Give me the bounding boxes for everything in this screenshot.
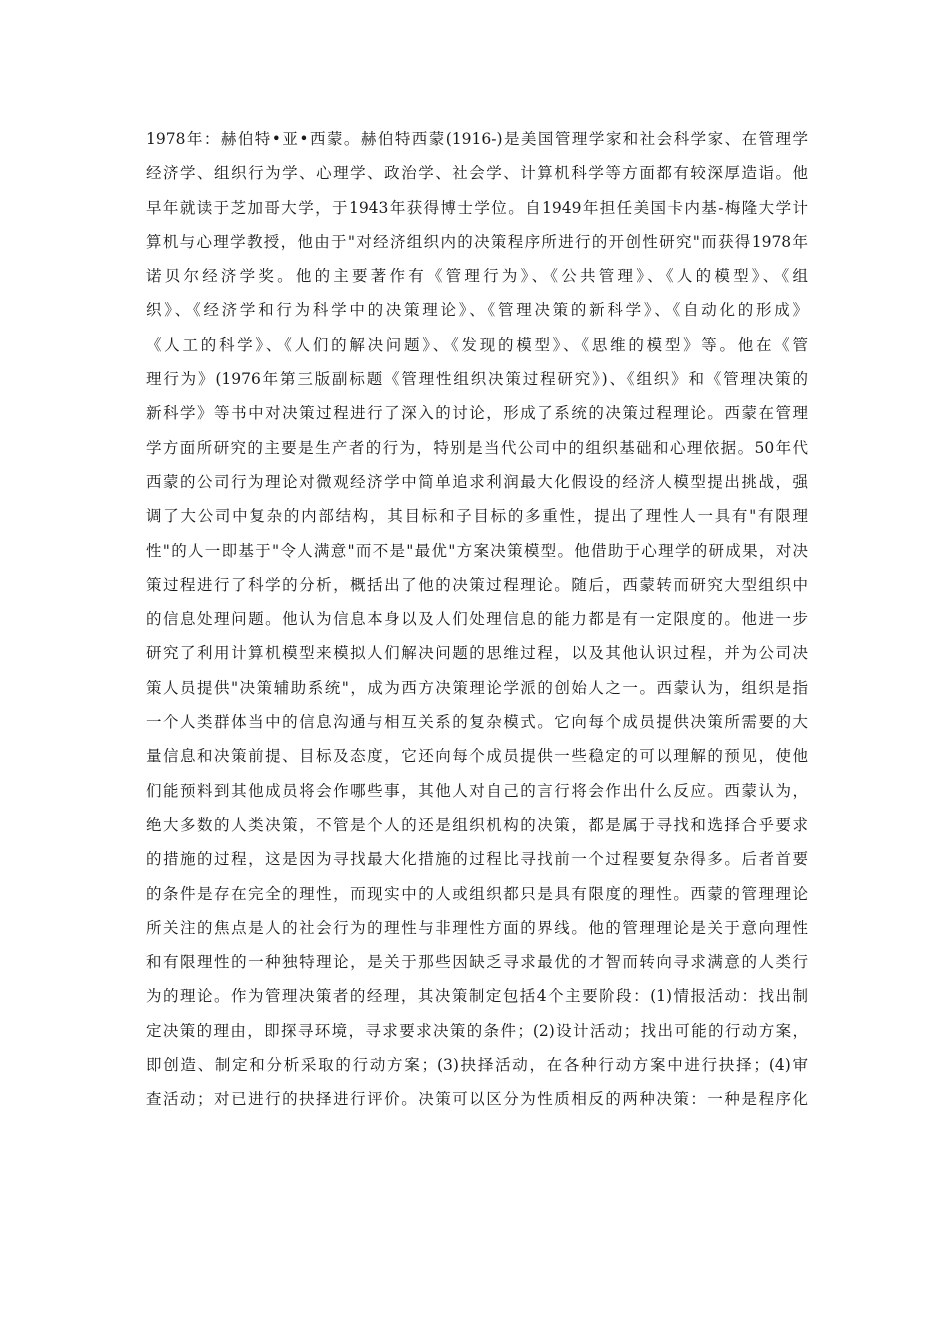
text-line: 即创造、制定和分析采取的行动方案；(3)抉择活动，在各种行动方案中进行抉择；(4)审 bbox=[146, 1056, 808, 1075]
text-line: 的措施的过程，这是因为寻找最大化措施的过程比寻找前一个过程要复杂得多。后者首要 bbox=[146, 850, 808, 869]
text-line: 和有限理性的一种独特理论，是关于那些因缺乏寻求最优的才智而转向寻求满意的人类行 bbox=[146, 953, 808, 972]
text-line: 算机与心理学教授，他由于"对经济组织内的决策程序所进行的开创性研究"而获得1978年 bbox=[146, 232, 808, 251]
text-line: 调了大公司中复杂的内部结构，其目标和子目标的多重性，提出了理性人一具有"有限理 bbox=[146, 507, 808, 526]
text-line: 学方面所研究的主要是生产者的行为，特别是当代公司中的组织基础和心理依据。50年代 bbox=[146, 438, 808, 457]
text-line: 西蒙的公司行为理论对微观经济学中简单追求利润最大化假设的经济人模型提出挑战，强 bbox=[146, 472, 808, 491]
text-line: 的条件是存在完全的理性，而现实中的人或组织都只是具有限度的理性。西蒙的管理理论 bbox=[146, 884, 808, 903]
text-line: 查活动；对已进行的抉择进行评价。决策可以区分为性质相反的两种决策：一种是程序化 bbox=[146, 1090, 808, 1109]
text-line: 为的理论。作为管理决策者的经理，其决策制定包括4个主要阶段：(1)情报活动：找出制 bbox=[146, 987, 808, 1006]
text-line: 新科学》等书中对决策过程进行了深入的讨论，形成了系统的决策过程理论。西蒙在管理 bbox=[146, 404, 808, 423]
text-line: 《人工的科学》、《人们的解决问题》、《发现的模型》、《思维的模型》等。他在《管 bbox=[146, 335, 808, 354]
text-line: 理行为》(1976年第三版副标题《管理性组织决策过程研究》)、《组织》和《管理决策的 bbox=[146, 370, 808, 389]
body-text bbox=[146, 122, 808, 1117]
text-line: 诺贝尔经济学奖。他的主要著作有《管理行为》、《公共管理》、《人的模型》、《组 bbox=[146, 267, 808, 286]
text-line: 一个人类群体当中的信息沟通与相互关系的复杂模式。它向每个成员提供决策所需要的大 bbox=[146, 713, 808, 732]
text-line: 研究了利用计算机模型来模拟人们解决问题的思维过程，以及其他认识过程，并为公司决 bbox=[146, 644, 808, 663]
text-line: 的信息处理问题。他认为信息本身以及人们处理信息的能力都是有一定限度的。他进一步 bbox=[146, 610, 808, 629]
text-line: 量信息和决策前提、目标及态度，它还向每个成员提供一些稳定的可以理解的预见，使他 bbox=[146, 747, 808, 766]
text-line: 1978年：赫伯特•亚•西蒙。赫伯特西蒙(1916-)是美国管理学家和社会科学家、在管理学 bbox=[146, 130, 808, 148]
text-line: 策过程进行了科学的分析，概括出了他的决策过程理论。随后，西蒙转而研究大型组织中 bbox=[146, 575, 808, 594]
text-line: 策人员提供"决策辅助系统"，成为西方决策理论学派的创始人之一。西蒙认为，组织是指 bbox=[146, 678, 808, 697]
text-line: 早年就读于芝加哥大学，于1943年获得博士学位。自1949年担任美国卡内基-梅隆大学计 bbox=[146, 198, 808, 217]
text-line: 绝大多数的人类决策，不管是个人的还是组织机构的决策，都是属于寻找和选择合乎要求 bbox=[146, 815, 808, 834]
text-line: 所关注的焦点是人的社会行为的理性与非理性方面的界线。他的管理理论是关于意向理性 bbox=[146, 918, 808, 937]
text-line: 经济学、组织行为学、心理学、政治学、社会学、计算机科学等方面都有较深厚造诣。他 bbox=[146, 164, 808, 183]
text-line: 织》、《经济学和行为科学中的决策理论》、《管理决策的新科学》、《自动化的形成》 bbox=[146, 301, 808, 320]
text-line: 们能预料到其他成员将会作哪些事，其他人对自己的言行将会作出什么反应。西蒙认为， bbox=[146, 781, 808, 800]
text-line: 性"的人一即基于"令人满意"而不是"最优"方案决策模型。他借助于心理学的研成果，对决 bbox=[146, 541, 808, 560]
text-line: 定决策的理由，即探寻环境，寻求要求决策的条件；(2)设计活动；找出可能的行动方案， bbox=[146, 1021, 808, 1040]
